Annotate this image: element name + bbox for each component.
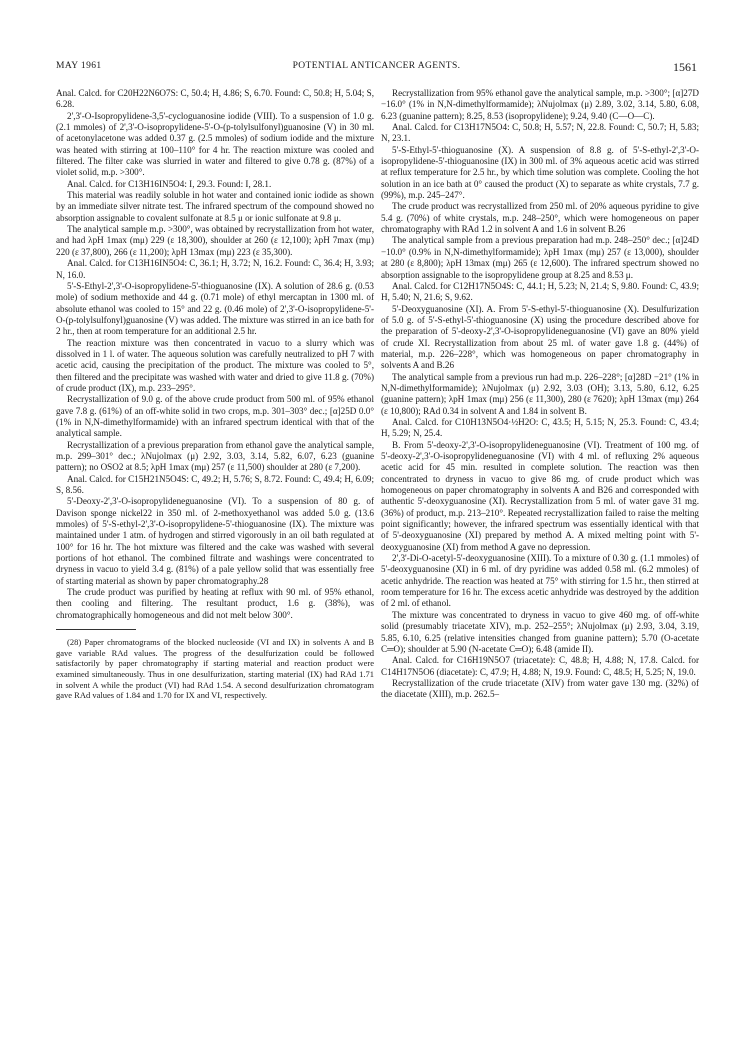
paragraph: The reaction mixture was then concentrated in vacuo to a slurry which was dissolved in 1 l. of water. The aqueous solution was carefully neutralized to pH 7 with acetic acid, causing the precipitation of the product. The mixture was cooled to 5°, then filtered and the precipitate was washed with water and dried to give 11.8 g. (70%) of crude product (IX), m.p. 233–295°. [56, 337, 374, 393]
paragraph: Recrystallization of the crude triacetate (XIV) from water gave 130 mg. (32%) of the diacetate (XIII), m.p. 262.5– [381, 677, 699, 700]
paragraph: Anal. Calcd. for C20H22N6O7S: C, 50.4; H, 4.86; S, 6.70. Found: C, 50.8; H, 5.04; S, 6.28. [56, 88, 374, 110]
right-column [381, 88, 699, 701]
paragraph: 5'-Deoxyguanosine (XI). A. From 5'-S-ethyl-5'-thioguanosine (X). Desulfurization of 5.0 g. of 5'-S-ethyl-5'-thioguanosine (X) using the procedure described above for the preparation of 5'-deoxy-2',3'-O-isopropylideneguanosine (VI) gave an 80% yield of crude XI. Recrystallization from about 25 ml. of water gave 1.8 g. (44%) of material, m.p. 226–228°, which was homogeneous on paper chromatography in solvents A and B.26 [381, 303, 699, 371]
paragraph: Recrystallization from 95% ethanol gave the analytical sample, m.p. >300°; [α]27D −16.0° (1% in N,N-dimethylformamide); λNujolmax (μ) 2.89, 3.02, 3.14, 5.80, 6.08, 6.23 (guanine pattern); 8.25, 8.53 (isopropylidene); 9.24, 9.40 (C—O—C). [381, 88, 699, 121]
paragraph: Recrystallization of 9.0 g. of the above crude product from 500 ml. of 95% ethanol gave 7.8 g. (61%) of an off-white solid in two crops, m.p. 301–303° dec.; [α]25D 0.0° (1% in N,N-dimethylformamide) with an infrared spectrum identical with that of the analytical sample. [56, 394, 374, 439]
footnote-text: (28) Paper chromatograms of the blocked nucleoside (VI and IX) in solvents A and B gave variable RAd values. The progress of the desulfurization could be followed satisfactorily by paper chromatography if starting material and reaction product were examined simultaneously. Thus in one desulfurization, starting material (IX) had RAd 1.71 in solvent A while the product (VI) had RAd 1.54. A second desulfurization chromatogram gave RAd values of 1.84 and 1.70 for IX and VI, respectively. [56, 637, 374, 701]
paragraph: 5'-Deoxy-2',3'-O-isopropylideneguanosine (VI). To a suspension of 80 g. of Davison sponge nickel22 in 350 ml. of 2-methoxyethanol was added 5.0 g. (13.6 mmoles) of 5'-S-ethyl-2',3'-O-isopropylidene-5'-thioguanosine (IX). The mixture was maintained under 1 atm. of hydrogen and stirred vigorously in an oil bath regulated at 100° for 16 hr. The hot mixture was filtered and the cake was washed with several portions of hot ethanol. The combined filtrate and washings were concentrated to dryness in vacuo to yield 3.4 g. (81%) of a pale yellow solid that was essentially free of starting material as shown by paper chromatography.28 [56, 496, 374, 586]
paragraph: The crude product was purified by heating at reflux with 90 ml. of 95% ethanol, then cooling and filtering. The resultant product, 1.6 g. (38%), was chromatographically homogeneous and did not melt below 300°. [56, 587, 374, 620]
paragraph: The analytical sample from a previous preparation had m.p. 248–250° dec.; [α]24D −10.0° (0.9% in N,N-dimethylformamide); λpH 1max (mμ) 257 (ε 13,000), shoulder at 280 (ε 8,800); λpH 13max (mμ) 265 (ε 12,600). The infrared spectrum showed no absorption assignable to the isopropylidene group at 8.25 and 8.53 μ. [381, 235, 699, 280]
footnote [56, 637, 374, 701]
paragraph: Anal. Calcd. for C13H16IN5O4: C, 36.1; H, 3.72; N, 16.2. Found: C, 36.4; H, 3.93; N, 16.0. [56, 258, 374, 280]
paragraph: Anal. Calcd. for C10H13N5O4·½H2O: C, 43.5; H, 5.15; N, 25.3. Found: C, 43.4; H, 5.29; N, 25.4. [381, 416, 699, 439]
header-date: MAY 1961 [56, 61, 102, 71]
paragraph: Anal. Calcd. for C12H17N5O4S: C, 44.1; H, 5.23; N, 21.4; S, 9.80. Found: C, 43.9; H, 5.40; N, 21.6; S, 9.62. [381, 280, 699, 303]
paragraph: The mixture was concentrated to dryness in vacuo to give 460 mg. of off-white solid (presumably triacetate XIV), m.p. 252–255°; λNujolmax (μ) 2.93, 3.04, 3.19, 5.85, 6.10, 6.25 (relative intensities changed from guanine pattern); 5.70 (O-acetate C═O); shoulder at 5.90 (N-acetate C═O); 6.48 (amide II). [381, 609, 699, 654]
paragraph: 5'-S-Ethyl-5'-thioguanosine (X). A suspension of 8.8 g. of 5'-S-ethyl-2',3'-O-isopropylidene-5'-thioguanosine (IX) in 300 ml. of 3% aqueous acetic acid was stirred at reflux temperature for 2.5 hr., by which time solution was complete. Cooling the hot solution in an ice bath at 0° caused the product (X) to separate as white crystals, 7.7 g. (99%), m.p. 245–247°. [381, 144, 699, 201]
paragraph: Anal. Calcd. for C13H17N5O4: C, 50.8; H, 5.57; N, 22.8. Found: C, 50.7; H, 5.83; N, 23.1. [381, 122, 699, 144]
paragraph: Recrystallization of a previous preparation from ethanol gave the analytical sample, m.p. 299–301° dec.; λNujolmax (μ) 2.92, 3.03, 3.14, 5.82, 6.07, 6.23 (guanine pattern); no OSO2 at 8.5; λpH 1max (mμ) 257 (ε 11,500) shoulder at 280 (ε 7,200). [56, 439, 374, 473]
paragraph: Anal. Calcd. for C16H19N5O7 (triacetate): C, 48.8; H, 4.88; N, 17.8. Calcd. for C14H17N5O6 (diacetate): C, 47.9; H, 4.88; N, 19.9. Found: C, 48.5; H, 5.25; N, 19.0. [381, 655, 699, 677]
left-column [56, 88, 374, 701]
running-header [56, 61, 697, 75]
paragraph: Anal. Calcd. for C15H21N5O4S: C, 49.2; H, 5.76; S, 8.72. Found: C, 49.4; H, 6.09; S, 8.56. [56, 473, 374, 496]
paragraph: 2',3'-O-Isopropylidene-3,5'-cycloguanosine iodide (VIII). To a suspension of 1.0 g. (2.1 mmoles) of 2',3'-O-isopropylidene-5'-O-(p-tolylsulfonyl)guanosine (V) in 30 ml. of acetonylacetone was added 0.37 g. (2.5 mmoles) of sodium iodide and the mixture was heated with stirring at 100–110° for 4 hr. The reaction mixture was cooled and filtered. The filter cake was slurried in water and filtered to give 0.78 g. (87%) of a violet solid, m.p. >300°. [56, 110, 374, 178]
paragraph: The analytical sample m.p. >300°, was obtained by recrystallization from hot water, and had λpH 1max (mμ) 229 (ε 18,300), shoulder at 260 (ε 12,100); λpH 7max (mμ) 220 (ε 37,800), 266 (ε 11,200); λpH 13max (mμ) 223 (ε 35,300). [56, 224, 374, 257]
paragraph: The crude product was recrystallized from 250 ml. of 20% aqueous pyridine to give 5.4 g. (70%) of white crystals, m.p. 248–250°, which were homogeneous on paper chromatography with RAd 1.2 in solvent A and 1.6 in solvent B.26 [381, 201, 699, 235]
page-number: 1561 [673, 60, 697, 74]
paragraph: Anal. Calcd. for C13H16IN5O4: I, 29.3. Found: I, 28.1. [67, 178, 272, 189]
paragraph: 5'-S-Ethyl-2',3'-O-isopropylidene-5'-thioguanosine (IX). A solution of 28.6 g. (0.53 mole) of sodium methoxide and 44 g. (0.71 mole) of ethyl mercaptan in 1300 ml. of absolute ethanol was cooled to 15° and 22 g. (0.46 mole) of 2',3'-O-isopropylidene-5'-O-(p-tolylsulfonyl)guanosine (V) was added. The mixture was stirred in an ice bath for 2 hr., then at room temperature for an additional 2.5 hr. [56, 280, 374, 337]
paragraph: The analytical sample from a previous run had m.p. 226–228°; [α]28D −21° (1% in N,N-dimethylformamide); λNujolmax (μ) 2.92, 3.03 (OH); 3.13, 5.80, 6.12, 6.25 (guanine pattern); λpH 1max (mμ) 256 (ε 11,300), 280 (ε 7620); λpH 13max (mμ) 264 (ε 10,800); RAd 0.34 in solvent A and 1.84 in solvent B. [381, 371, 699, 416]
paragraph: B. From 5'-deoxy-2',3'-O-isopropylideneguanosine (VI). Treatment of 100 mg. of 5'-deoxy-2',3'-O-isopropylideneguanosine (VI) with 4 ml. of refluxing 2% aqueous acetic acid for 45 min. resulted in complete solution. The reaction was then concentrated to dryness in vacuo to give 86 mg. of crude product which was homogeneous on paper chromatography in solvents A and B26 and corresponded with authentic 5'-deoxyguanosine (XI). Recrystallization from 5 ml. of water gave 31 mg. (36%) of product, m.p. 213–210°. Repeated recrystallization failed to raise the melting point significantly; however, the infrared spectrum was essentially identical with that of 5'-deoxyguanosine (XI) prepared by method A. A mixed melting point with 5'-deoxyguanosine (XI) from method A gave no depression. [381, 439, 699, 552]
header-title: POTENTIAL ANTICANCER AGENTS. [292, 61, 461, 71]
paragraph: This material was readily soluble in hot water and contained ionic iodide as shown by an immediate silver nitrate test. The infrared spectrum of the compound showed no absorption assignable to covalent sulfonate at 8.5 μ or ionic sulfonate at 9.8 μ. [56, 190, 374, 223]
paragraph: 2',3'-Di-O-acetyl-5'-deoxyguanosine (XIII). To a mixture of 0.30 g. (1.1 mmoles) of 5'-deoxyguanosine (XI) in 6 ml. of dry pyridine was added 0.58 ml. (6.2 mmoles) of acetic anhydride. The reaction was heated at 75° with stirring for 1.5 hr., then stirred at room temperature for 16 hr. The excess acetic anhydride was destroyed by the addition of 2 ml. of ethanol. [381, 553, 699, 609]
footnote-divider [56, 629, 136, 630]
